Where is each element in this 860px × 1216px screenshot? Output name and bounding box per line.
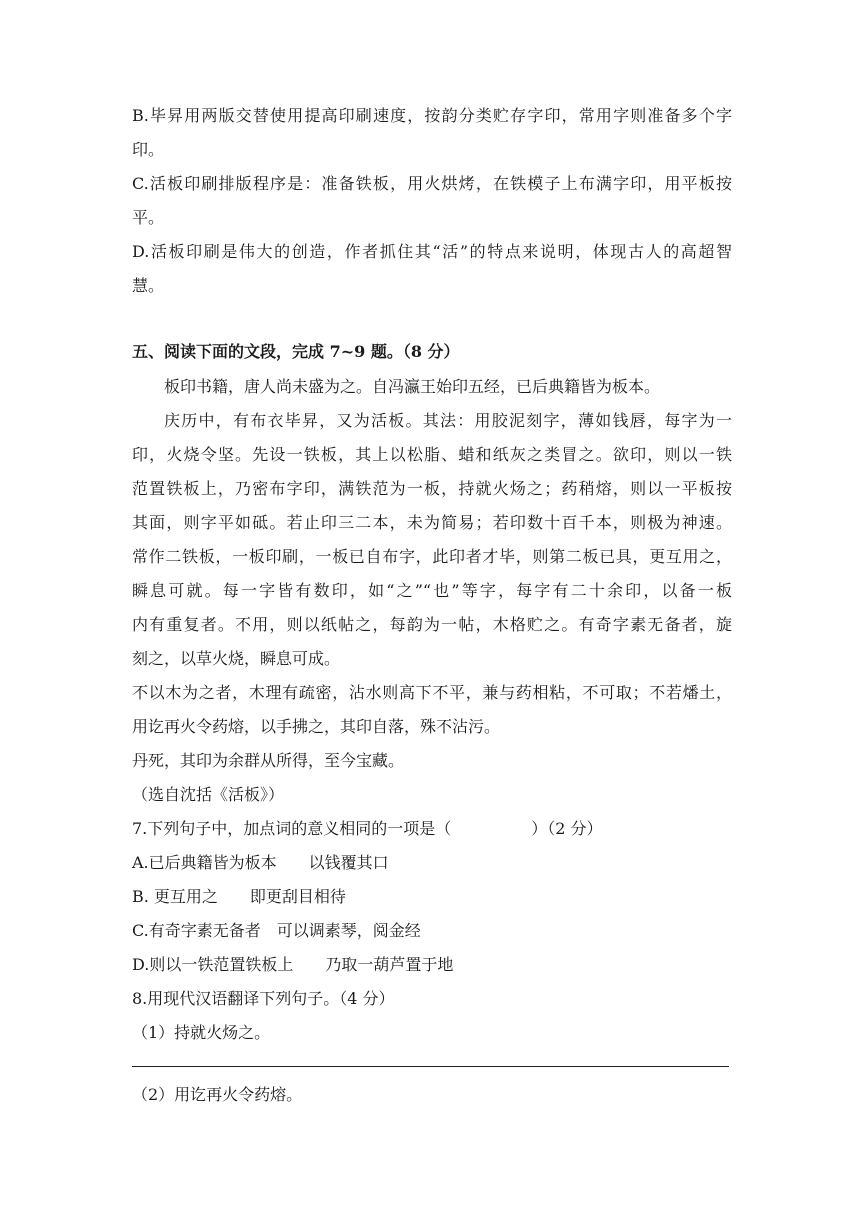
passage-paragraph-1: 板印书籍，唐人尚未盛为之。自冯瀛王始印五经，已后典籍皆为板本。: [164, 377, 661, 396]
question-7-option-b: B. 更互用之 即更刮目相待: [132, 887, 346, 906]
question-7-option-c: C.有奇字素无备者 可以调素琴，阅金经: [132, 921, 421, 940]
passage-line: 范置铁板上，乃密布字印，满铁范为一板，持就火炀之；药稍熔，则以一平板按: [132, 479, 732, 498]
passage-line: 庆历中，有布衣毕昇，又为活板。其法：用胶泥刻字，薄如钱唇，每字为一: [164, 411, 732, 430]
passage-line: 内有重复者。不用，则以纸帖之，每韵为一帖，木格贮之。有奇字素无备者，旋: [132, 615, 732, 634]
passage-line: 其面，则字平如砥。若止印三二本，未为简易；若印数十百千本，则极为神速。: [132, 513, 732, 532]
option-b-line1: B.毕昇用两版交替使用提高印刷速度，按韵分类贮存字印，常用字则准备多个字: [132, 106, 732, 125]
question-8-sentence-2: （2）用讫再火令药熔。: [132, 1085, 303, 1104]
passage-line: 不以木为之者，木理有疏密，沾水则高下不平，兼与药相粘，不可取；不若燔土，: [132, 683, 732, 702]
passage-line: 印，火烧令坚。先设一铁板，其上以松脂、蜡和纸灰之类冒之。欲印，则以一铁: [132, 445, 732, 464]
option-c-line2: 平。: [132, 208, 165, 227]
passage-line: 刻之，以草火烧，瞬息可成。: [132, 649, 341, 668]
question-7-stem: 7.下列句子中，加点词的意义相同的一项是（ ）（2 分）: [132, 819, 603, 838]
passage-line: 常作二铁板，一板印刷，一板已自布字，此印者才毕，则第二板已具，更互用之，: [132, 547, 732, 566]
question-8-stem: 8.用现代汉语翻译下列句子。（4 分）: [132, 989, 395, 1008]
passage-source: （选自沈括《活板》）: [132, 785, 285, 804]
answer-line: [132, 1066, 729, 1067]
option-d-line2: 慧。: [132, 276, 165, 295]
passage-line: 瞬息可就。每一字皆有数印，如“之”“也”等字，每字有二十余印，以备一板: [132, 581, 732, 600]
question-7-option-a: A.已后典籍皆为板本 以钱覆其口: [132, 853, 389, 872]
question-8-sentence-1: （1）持就火炀之。: [132, 1023, 271, 1042]
section-heading: 五、阅读下面的文段，完成 7~9 题。（8 分）: [132, 342, 460, 361]
option-c-line1: C.活板印刷排版程序是：准备铁板，用火烘烤，在铁模子上布满字印，用平板按: [132, 174, 732, 193]
passage-line: 用讫再火令药熔，以手拂之，其印自落，殊不沾污。: [132, 717, 501, 736]
option-d-line1: D.活板印刷是伟大的创造，作者抓住其“活”的特点来说明，体现古人的高超智: [132, 242, 732, 261]
option-b-line2: 印。: [132, 140, 165, 159]
passage-paragraph-4: 丹死，其印为余群从所得，至今宝藏。: [132, 751, 405, 770]
question-7-option-d: D.则以一铁范置铁板上 乃取一葫芦置于地: [132, 955, 454, 974]
